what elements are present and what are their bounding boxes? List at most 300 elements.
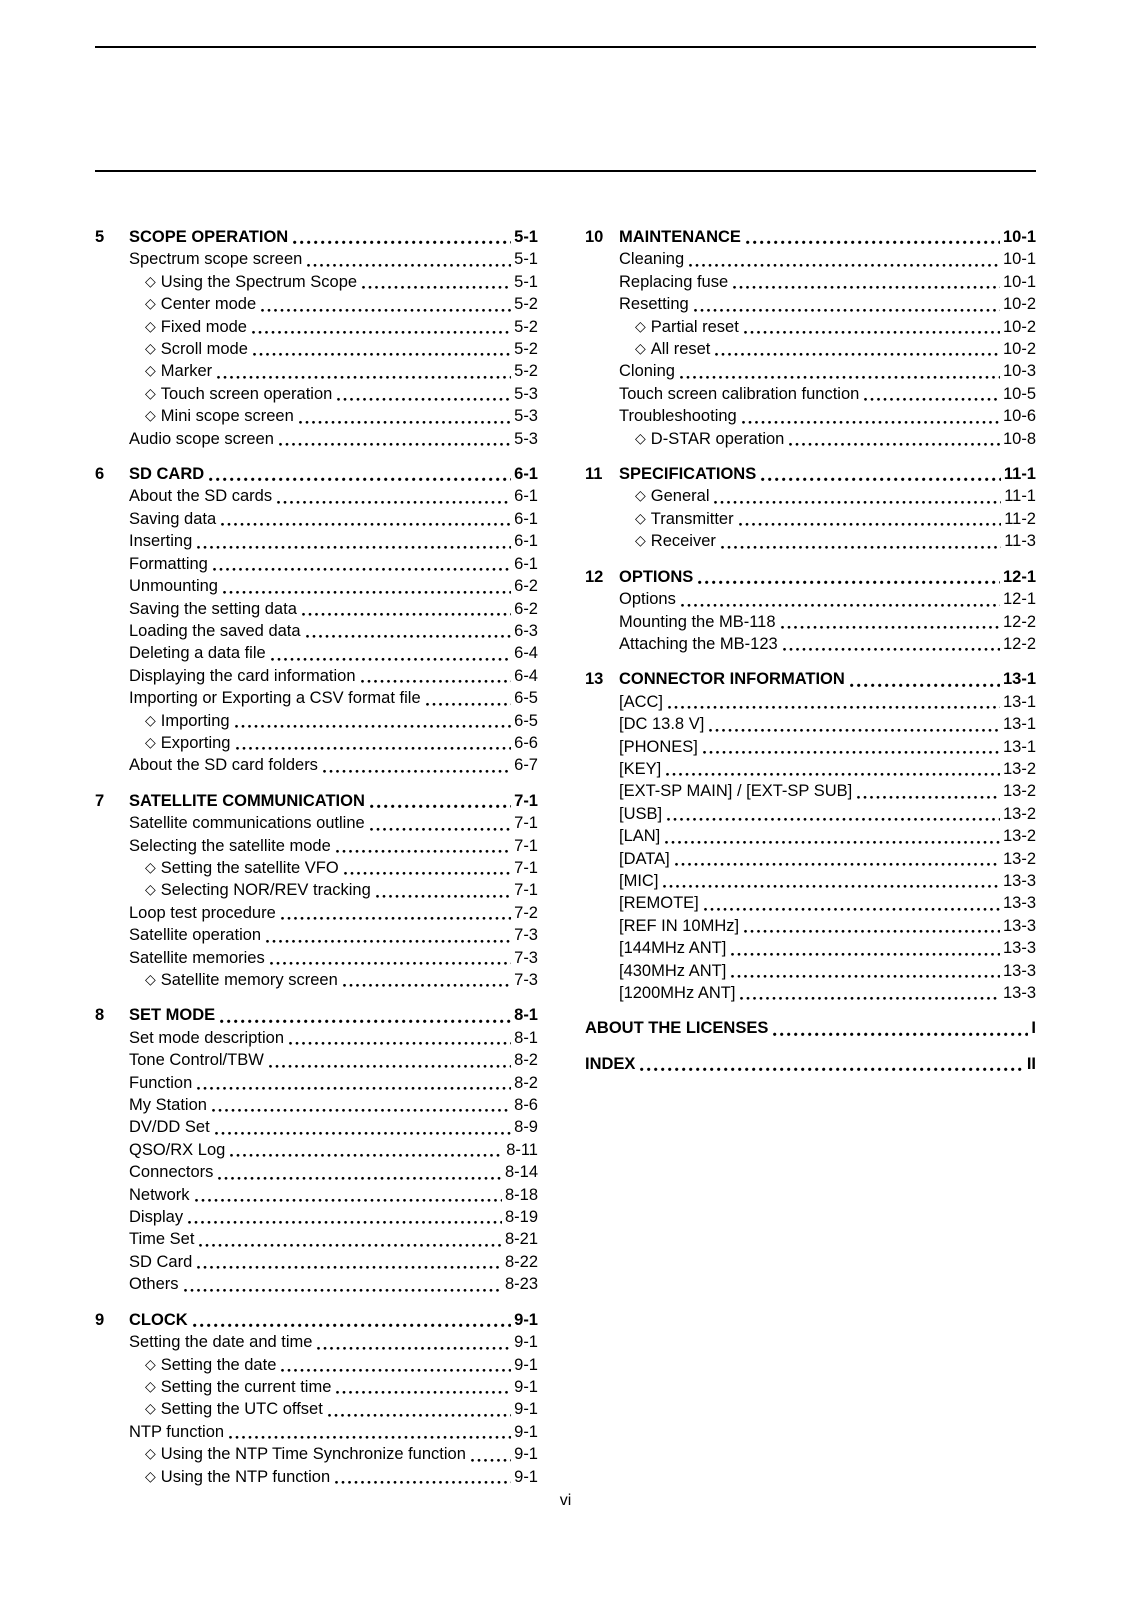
toc-entry-label: Connectors	[129, 1163, 214, 1182]
dot-leader	[721, 544, 1001, 549]
toc-entry-label: Center mode	[160, 295, 257, 314]
toc-section-title: SCOPE OPERATION	[129, 228, 289, 246]
dot-leader	[199, 1242, 502, 1247]
toc-page-ref: 6-2	[514, 599, 538, 618]
toc-entry	[585, 803, 1036, 825]
toc-entry	[95, 1443, 538, 1465]
toc-page-ref: 9-1	[514, 1310, 538, 1329]
diamond-icon: ◇	[635, 340, 646, 357]
dot-leader	[783, 646, 1000, 651]
toc-page-ref: 10-2	[1002, 340, 1036, 359]
dot-leader	[229, 1434, 511, 1439]
toc-page-ref: 7-1	[514, 814, 538, 833]
toc-entry-label: Formatting	[129, 554, 208, 573]
toc-entry	[95, 1116, 538, 1138]
dot-leader	[261, 307, 511, 312]
toc-entry-label: [REF IN 10MHz]	[619, 916, 740, 935]
toc-page-ref: 8-2	[514, 1073, 538, 1092]
toc-entry	[95, 1251, 538, 1273]
toc-page-ref: 9-1	[514, 1400, 538, 1419]
toc-entry	[95, 947, 538, 969]
dot-leader	[362, 284, 511, 289]
toc-entry-label: Partial reset	[650, 317, 739, 336]
dot-leader	[209, 476, 511, 481]
toc-page-ref: 10-2	[1002, 295, 1036, 314]
toc-entry-label: Fixed mode	[160, 317, 247, 336]
toc-entry	[585, 383, 1036, 405]
toc-section-number: 10	[585, 228, 604, 246]
dot-leader	[317, 1345, 511, 1350]
toc-entry	[95, 710, 538, 732]
toc-entry-label: Tone Control/TBW	[129, 1051, 264, 1070]
toc-entry	[95, 620, 538, 642]
dot-leader	[335, 1479, 511, 1484]
dot-leader	[336, 848, 511, 853]
dot-leader	[665, 839, 1000, 844]
dot-leader	[714, 499, 1001, 504]
toc-page-ref: 13-2	[1002, 759, 1036, 778]
toc-entry-label: Replacing fuse	[619, 272, 729, 291]
toc-entry-label: [1200MHz ANT]	[619, 984, 736, 1002]
toc-page-ref: 12-2	[1002, 634, 1036, 653]
toc-page-ref: 10-1	[1002, 250, 1036, 269]
toc-section-heading	[95, 226, 538, 248]
top-rule	[95, 46, 1036, 48]
dot-leader	[344, 870, 511, 875]
toc-entry	[95, 1228, 538, 1250]
toc-section-title: SET MODE	[129, 1006, 216, 1025]
dot-leader	[220, 1018, 511, 1023]
dot-leader	[197, 1085, 511, 1090]
toc-entry	[95, 293, 538, 315]
toc-entry	[95, 902, 538, 924]
toc-entry	[95, 1273, 538, 1295]
dot-leader	[279, 441, 511, 446]
toc-entry	[585, 271, 1036, 293]
toc-page-ref: 10-5	[1002, 384, 1036, 403]
toc-page-ref: 5-2	[514, 340, 538, 359]
toc-section	[585, 566, 1036, 656]
toc-page-ref: 9-1	[514, 1377, 538, 1396]
dot-leader	[197, 1264, 502, 1269]
toc-entry-label: [430MHz ANT]	[619, 961, 727, 980]
toc-entry	[585, 982, 1036, 1004]
toc-section-title: SPECIFICATIONS	[619, 465, 757, 484]
toc-section-title: CLOCK	[129, 1310, 188, 1329]
dot-leader	[689, 262, 1000, 267]
toc-section	[95, 1004, 538, 1295]
toc-entry-label: Cleaning	[619, 250, 685, 269]
toc-entry	[585, 530, 1036, 552]
dot-leader	[715, 351, 1000, 356]
toc-entry-label: Mini scope screen	[160, 407, 294, 426]
toc-entry-label: Setting the date	[160, 1355, 277, 1374]
toc-entry	[585, 293, 1036, 315]
toc-section-title: SATELLITE COMMUNICATION	[129, 791, 365, 810]
toc-page-ref: 8-2	[514, 1051, 538, 1070]
toc-entry	[95, 575, 538, 597]
toc-entry	[95, 1376, 538, 1398]
toc-page-ref: 13-1	[1002, 670, 1036, 689]
dot-leader	[281, 915, 511, 920]
toc-section	[95, 226, 538, 450]
toc-page-ref: 9-1	[514, 1445, 538, 1464]
dot-leader	[184, 1287, 502, 1292]
dot-leader	[188, 1219, 502, 1224]
toc-entry	[95, 754, 538, 776]
diamond-icon: ◇	[145, 1377, 156, 1394]
toc-entry	[95, 1049, 538, 1071]
toc-section-title: ABOUT THE LICENSES	[585, 1019, 769, 1038]
toc-section-title: MAINTENANCE	[619, 228, 741, 246]
toc-page-ref: 10-2	[1002, 317, 1036, 336]
diamond-icon: ◇	[145, 858, 156, 875]
toc-entry-label: DV/DD Set	[129, 1118, 210, 1137]
toc-entry	[95, 316, 538, 338]
toc-entry	[585, 485, 1036, 507]
toc-entry	[585, 248, 1036, 270]
toc-page-ref: 6-2	[514, 577, 538, 596]
toc-entry-label: [MIC]	[619, 871, 659, 890]
toc-page-ref: 8-19	[504, 1208, 538, 1227]
toc-entry-label: Display	[129, 1208, 184, 1227]
toc-section-heading	[585, 1017, 1036, 1039]
toc-page-ref: 8-9	[514, 1118, 538, 1137]
dot-leader	[733, 284, 1000, 289]
toc-page-ref: 13-3	[1002, 894, 1036, 913]
toc-entry-label: Troubleshooting	[619, 407, 737, 426]
toc-section-number: 13	[585, 670, 604, 689]
dot-leader	[307, 262, 511, 267]
dot-leader	[680, 374, 1000, 379]
toc-entry-label: [DC 13.8 V]	[619, 715, 705, 734]
toc-page-ref: 13-1	[1002, 715, 1036, 734]
toc-page-ref: 8-22	[504, 1252, 538, 1271]
toc-section-number: 7	[95, 791, 105, 810]
toc-entry-label: Others	[129, 1275, 179, 1294]
toc-section-heading	[585, 1053, 1036, 1075]
toc-page-ref: 13-2	[1002, 804, 1036, 823]
toc-section-heading	[95, 1309, 538, 1331]
header-rule	[95, 170, 1036, 172]
toc-entry-label: [144MHz ANT]	[619, 939, 727, 958]
toc-entry	[95, 812, 538, 834]
diamond-icon: ◇	[635, 509, 646, 526]
toc-entry	[95, 732, 538, 754]
toc-entry-label: [EXT-SP MAIN] / [EXT-SP SUB]	[619, 782, 853, 801]
dot-leader	[337, 396, 511, 401]
toc-page-ref: 13-1	[1002, 692, 1036, 711]
toc-page-ref: 5-1	[514, 228, 538, 246]
dot-leader	[323, 768, 511, 773]
toc-entry-label: Satellite operation	[129, 926, 262, 945]
toc-page-ref: 6-4	[514, 644, 538, 663]
toc-section	[585, 668, 1036, 1004]
toc-page-ref: 13-3	[1002, 984, 1036, 1002]
dot-leader	[236, 745, 512, 750]
toc-column-left	[95, 226, 538, 1488]
dot-leader	[703, 749, 1000, 754]
toc-entry	[95, 360, 538, 382]
toc-entry	[95, 338, 538, 360]
toc-entry	[95, 508, 538, 530]
toc-entry	[585, 405, 1036, 427]
dot-leader	[668, 704, 1000, 709]
toc-page-ref: 10-1	[1002, 228, 1036, 246]
toc-entry-label: Loop test procedure	[129, 903, 276, 922]
toc-entry	[585, 611, 1036, 633]
toc-section-title: INDEX	[585, 1054, 636, 1073]
toc-entry	[95, 1161, 538, 1183]
dot-leader	[266, 938, 511, 943]
dot-leader	[739, 521, 1002, 526]
toc-page-ref: 8-14	[504, 1163, 538, 1182]
dot-leader	[666, 771, 1000, 776]
dot-leader	[667, 816, 1000, 821]
toc-section-number: 11	[585, 465, 603, 484]
dot-leader	[426, 701, 512, 706]
toc-entry-label: Setting the date and time	[129, 1333, 313, 1352]
toc-page-ref: 11-1	[1004, 487, 1036, 506]
toc-entry	[95, 665, 538, 687]
dot-leader	[302, 611, 511, 616]
dot-leader	[270, 960, 511, 965]
toc-entry-label: About the SD cards	[129, 487, 273, 506]
dot-leader	[343, 982, 511, 987]
toc-entry-label: Importing or Exporting a CSV format file	[129, 689, 421, 708]
dot-leader	[675, 861, 1000, 866]
toc-entry-label: SD Card	[129, 1252, 193, 1271]
toc-page-ref: 7-1	[514, 881, 538, 900]
toc-page-ref: 9-1	[514, 1467, 538, 1486]
toc-entry-label: D-STAR operation	[650, 429, 785, 448]
dot-leader	[269, 1063, 511, 1068]
dot-leader	[293, 239, 511, 244]
toc-page-ref: 8-23	[504, 1275, 538, 1294]
toc-entry	[95, 969, 538, 991]
dot-leader	[197, 544, 511, 549]
toc-entry	[585, 780, 1036, 802]
dot-leader	[215, 1130, 511, 1135]
dot-leader	[252, 329, 511, 334]
toc-entry	[95, 642, 538, 664]
toc-entry	[95, 530, 538, 552]
toc-entry	[585, 588, 1036, 610]
toc-entry-label: QSO/RX Log	[129, 1140, 226, 1159]
toc-entry-label: Marker	[160, 362, 213, 381]
toc-section	[95, 1309, 538, 1488]
toc-page-ref: 5-3	[514, 384, 538, 403]
toc-entry	[585, 633, 1036, 655]
toc-column-right	[585, 226, 1036, 1488]
toc-entry-label: All reset	[650, 340, 711, 359]
dot-leader	[212, 1107, 511, 1112]
toc-page-ref: 6-6	[514, 733, 538, 752]
toc-entry-label: Touch screen operation	[160, 384, 333, 403]
toc-entry-label: [USB]	[619, 804, 663, 823]
toc-page-ref: 13-3	[1002, 939, 1036, 958]
toc-entry	[95, 428, 538, 450]
diamond-icon: ◇	[145, 340, 156, 357]
diamond-icon: ◇	[635, 317, 646, 334]
dot-leader	[744, 928, 1000, 933]
toc-entry	[585, 338, 1036, 360]
toc-page-ref: 12-1	[1002, 567, 1036, 586]
toc-page-ref: 6-3	[514, 621, 538, 640]
dot-leader	[271, 656, 511, 661]
dot-leader	[195, 1197, 502, 1202]
dot-leader	[213, 566, 511, 571]
toc-page-ref: 8-1	[514, 1028, 538, 1047]
toc-section-heading	[95, 1004, 538, 1026]
toc-entry-label: Using the NTP Time Synchronize function	[160, 1445, 466, 1464]
toc-entry	[585, 360, 1036, 382]
toc-section-heading	[585, 226, 1036, 248]
toc-entry-label: Setting the current time	[160, 1377, 332, 1396]
toc-entry	[95, 857, 538, 879]
toc-entry-label: Set mode description	[129, 1028, 285, 1047]
dot-leader	[731, 973, 1000, 978]
toc-entry-label: [LAN]	[619, 827, 661, 846]
toc-page-ref: 13-1	[1002, 737, 1036, 756]
toc-section-heading	[585, 668, 1036, 690]
diamond-icon: ◇	[145, 272, 156, 289]
toc-entry	[585, 848, 1036, 870]
diamond-icon: ◇	[635, 487, 646, 504]
dot-leader	[230, 1152, 503, 1157]
toc-entry	[585, 691, 1036, 713]
toc-entry	[95, 1072, 538, 1094]
toc-entry-label: Cloning	[619, 362, 675, 381]
toc-entry-label: Importing	[160, 711, 230, 730]
toc-page-ref: 6-4	[514, 666, 538, 685]
toc-entry-label: Unmounting	[129, 577, 218, 596]
toc-page-ref: 7-1	[514, 836, 538, 855]
toc-page-ref: 5-1	[514, 272, 538, 291]
dot-leader	[781, 624, 1000, 629]
toc-page-ref: 9-1	[514, 1355, 538, 1374]
toc-page-ref: 9-1	[514, 1333, 538, 1352]
toc-entry	[95, 485, 538, 507]
toc-entry	[95, 1139, 538, 1161]
toc-section	[585, 463, 1036, 553]
toc-section-heading	[95, 790, 538, 812]
toc-entry-label: Selecting NOR/REV tracking	[160, 881, 371, 900]
toc-entry	[585, 915, 1036, 937]
toc-page-ref: 5-3	[514, 429, 538, 448]
diamond-icon: ◇	[145, 317, 156, 334]
toc-entry	[585, 892, 1036, 914]
toc-entry-label: Saving the setting data	[129, 599, 297, 618]
toc-entry-label: [PHONES]	[619, 737, 698, 756]
toc-page-ref: 6-7	[514, 756, 538, 775]
toc-entry-label: Saving data	[129, 509, 217, 528]
dot-leader	[789, 441, 1000, 446]
toc-entry	[95, 1184, 538, 1206]
toc-page-ref: 5-2	[514, 317, 538, 336]
toc-page-ref: 7-1	[514, 858, 538, 877]
toc-entry-label: Options	[619, 590, 676, 609]
toc-entry	[95, 1421, 538, 1443]
toc-page-ref: 10-6	[1002, 407, 1036, 426]
toc-entry	[95, 1398, 538, 1420]
toc-entry-label: General	[650, 487, 710, 506]
toc-page-ref: 6-1	[514, 465, 538, 484]
toc-entry	[95, 271, 538, 293]
toc-page-ref: 8-6	[514, 1096, 538, 1115]
toc-entry-label: [ACC]	[619, 692, 664, 711]
toc-entry-label: Setting the satellite VFO	[160, 858, 339, 877]
toc-entry-label: Receiver	[650, 532, 716, 551]
toc-page-ref: 13-3	[1002, 961, 1036, 980]
toc-entry	[95, 835, 538, 857]
toc-entry-label: Inserting	[129, 532, 193, 551]
toc-entry	[95, 553, 538, 575]
dot-leader	[223, 589, 511, 594]
toc-entry-label: Resetting	[619, 295, 689, 314]
toc-section-number: 9	[95, 1310, 105, 1329]
dot-leader	[336, 1389, 511, 1394]
toc-page-ref: 12-2	[1002, 612, 1036, 631]
diamond-icon: ◇	[145, 1355, 156, 1372]
toc-entry	[95, 1206, 538, 1228]
dot-leader	[281, 1367, 511, 1372]
dot-leader	[471, 1457, 511, 1462]
toc-page-ref: 5-3	[514, 407, 538, 426]
dot-leader	[361, 678, 512, 683]
toc-page-ref: 13-2	[1002, 827, 1036, 846]
diamond-icon: ◇	[145, 384, 156, 401]
diamond-icon: ◇	[145, 711, 156, 728]
toc-entry	[585, 713, 1036, 735]
dot-leader	[761, 476, 1001, 481]
toc-page-ref: I	[1031, 1019, 1036, 1038]
diamond-icon: ◇	[145, 733, 156, 750]
toc-section	[95, 790, 538, 992]
toc-entry	[95, 924, 538, 946]
dot-leader	[376, 893, 511, 898]
toc-entry	[585, 316, 1036, 338]
dot-leader	[328, 1412, 511, 1417]
toc-entry-label: My Station	[129, 1096, 207, 1115]
toc-entry	[95, 879, 538, 901]
toc-entry-label: Displaying the card information	[129, 666, 356, 685]
dot-leader	[277, 499, 511, 504]
toc-entry	[585, 960, 1036, 982]
toc-page-ref: 6-1	[514, 487, 538, 506]
toc-entry	[585, 825, 1036, 847]
toc-section-heading	[585, 463, 1036, 485]
toc-page-ref: 5-2	[514, 362, 538, 381]
toc-page-ref: 7-3	[514, 926, 538, 945]
toc-entry-label: NTP function	[129, 1422, 225, 1441]
toc-page-ref: 6-1	[514, 554, 538, 573]
toc-entry	[95, 1354, 538, 1376]
toc-page-ref: 7-1	[514, 791, 538, 810]
dot-leader	[217, 374, 511, 379]
toc-page-ref: 5-2	[514, 295, 538, 314]
dot-leader	[698, 579, 1000, 584]
toc-entry	[95, 687, 538, 709]
dot-leader	[709, 727, 1000, 732]
toc-page-ref: 13-3	[1002, 916, 1036, 935]
dot-leader	[221, 521, 511, 526]
diamond-icon: ◇	[635, 532, 646, 549]
toc-page-ref: 8-21	[504, 1230, 538, 1249]
toc-entry-label: Network	[129, 1185, 190, 1204]
toc-page-ref: 8-1	[514, 1006, 538, 1025]
dot-leader	[742, 419, 1000, 424]
